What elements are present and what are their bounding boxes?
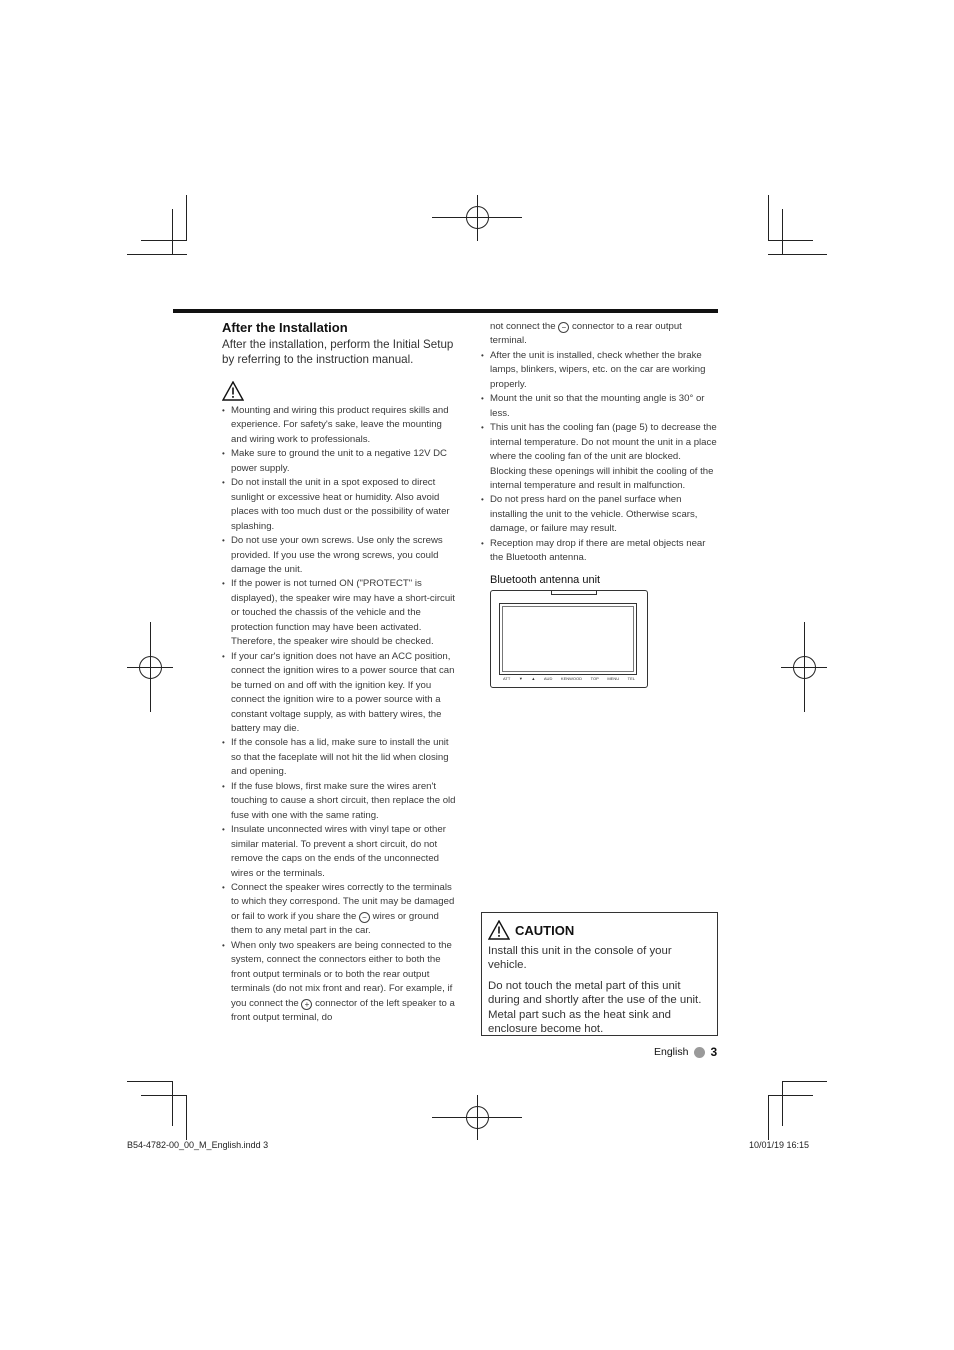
warning-triangle-icon	[488, 920, 510, 940]
head-unit-illustration	[490, 590, 648, 688]
device-button-label: TEL	[627, 675, 635, 681]
caution-heading	[488, 920, 712, 940]
warning-triangle-icon	[222, 381, 244, 401]
slug-filename: B54-4782-00_00_M_English.indd 3	[127, 1140, 269, 1150]
left-column	[222, 320, 458, 1025]
warning-text: connector to a rear output terminal.	[490, 321, 682, 347]
device-brand-label: KENWOOD	[560, 675, 583, 681]
device-button-row	[503, 676, 635, 682]
section-intro: After the installation, perform the Initial Setup by referring to the instruction manual.	[222, 338, 454, 366]
warning-list-right	[481, 349, 718, 566]
warning-item: • If the power is not turned ON ("PROTECT" is displayed), the speaker wire may have a short-circuit or touched the chassis of the vehicle and the protection function may have been activated. Therefore, the speaker wire should be checked.	[222, 577, 458, 649]
header-rule	[173, 309, 718, 313]
right-column	[481, 320, 718, 688]
footer-language: English	[654, 1046, 689, 1058]
bluetooth-antenna	[551, 590, 597, 595]
warning-item: • After the unit is installed, check whether the brake lamps, blinkers, wipers, etc. on the car are working properly.	[481, 349, 718, 392]
warning-item: • Mount the unit so that the mounting angle is 30° or less.	[481, 392, 718, 421]
caution-title: CAUTION	[515, 922, 575, 938]
warning-item: • Insulate unconnected wires with vinyl tape or other similar material. To prevent a short circuit, do not remove the caps on the ends of the unconnected wires or the terminals.	[222, 823, 458, 881]
warning-item: • This unit has the cooling fan (page 5) to decrease the internal temperature. Do not mount the unit in a place where the cooling fan of the unit are blocked. Blocking these openings will inhibit the cooling of the internal temperature and result in malfunction.	[481, 421, 718, 493]
minus-terminal-icon: −	[558, 322, 569, 333]
warning-continuation	[481, 320, 718, 349]
page-footer	[654, 1045, 717, 1059]
warning-item-speaker-wires	[222, 881, 458, 939]
warning-text: not connect the	[490, 321, 556, 332]
section-title: After the Installation	[222, 320, 348, 335]
warning-item: • Do not use your own screws. Use only the screws provided. If you use the wrong screws, you could damage the unit.	[222, 534, 458, 577]
device-button-label: TOP	[590, 675, 599, 681]
warning-text: Connect the speaker wires correctly to the terminals to which they correspond. The unit may be damaged or fail to work if you share the	[231, 881, 455, 922]
warning-item: • Do not install the unit in a spot exposed to direct sunlight or excessive heat or humidity. Also avoid places with too much dust or the possibility of water splashing.	[222, 476, 458, 534]
warning-item: • If the fuse blows, first make sure the wires aren't touching to cause a short circuit, then replace the old fuse with one with the same rating.	[222, 780, 458, 823]
figure-label: Bluetooth antenna unit	[490, 573, 601, 586]
caution-paragraph: Install this unit in the console of your vehicle.	[488, 945, 672, 972]
warning-item: • Mounting and wiring this product requires skills and experience. For safety's sake, leave the mounting and wiring work to professionals.	[222, 404, 458, 447]
warning-item-two-speakers	[222, 939, 458, 1026]
device-button-label: AUD	[543, 675, 553, 681]
caution-paragraph: Do not touch the metal part of this unit during and shortly after the use of the unit. Metal part such as the heat sink and enclosure become hot.	[488, 979, 702, 1036]
warning-item: • If your car's ignition does not have an ACC position, connect the ignition wires to a power source that can be turned on and off with the ignition key. If you connect the ignition wire to a power source with a constant voltage supply, as with battery wires, the battery may die.	[222, 650, 458, 737]
slug-date: 10/01/19 16:15	[749, 1140, 810, 1150]
warning-item: • Reception may drop if there are metal objects near the Bluetooth antenna.	[481, 537, 718, 566]
plus-terminal-icon: +	[301, 999, 312, 1010]
page-number: 3	[710, 1045, 718, 1059]
warning-item: • Make sure to ground the unit to a negative 12V DC power supply.	[222, 447, 458, 476]
warning-text: connector of the left speaker to a front output terminal, do	[231, 997, 455, 1024]
caution-box	[481, 912, 718, 1036]
device-screen-inner	[502, 606, 634, 672]
warning-text: When only two speakers are being connected to the system, connect the connectors either to both the front output terminals or to both the rear output terminals (do not mix front and rear). For example, if you connect the	[231, 939, 453, 1009]
warning-text: wires or ground them to any metal part in the car.	[231, 910, 439, 937]
minus-terminal-icon: −	[359, 912, 370, 923]
device-button-label: ▼	[518, 675, 523, 681]
warning-item: • If the console has a lid, make sure to install the unit so that the faceplate will not hit the lid when closing and opening.	[222, 736, 458, 779]
device-button-label: ▲	[531, 675, 536, 681]
footer-dot-icon	[694, 1047, 705, 1058]
device-button-label: MENU	[607, 675, 620, 681]
warning-list-left	[222, 404, 458, 1025]
device-button-label: ATT	[503, 675, 511, 681]
warning-item: • Do not press hard on the panel surface when installing the unit to the vehicle. Otherwise scars, damage, or failure may result.	[481, 493, 718, 536]
